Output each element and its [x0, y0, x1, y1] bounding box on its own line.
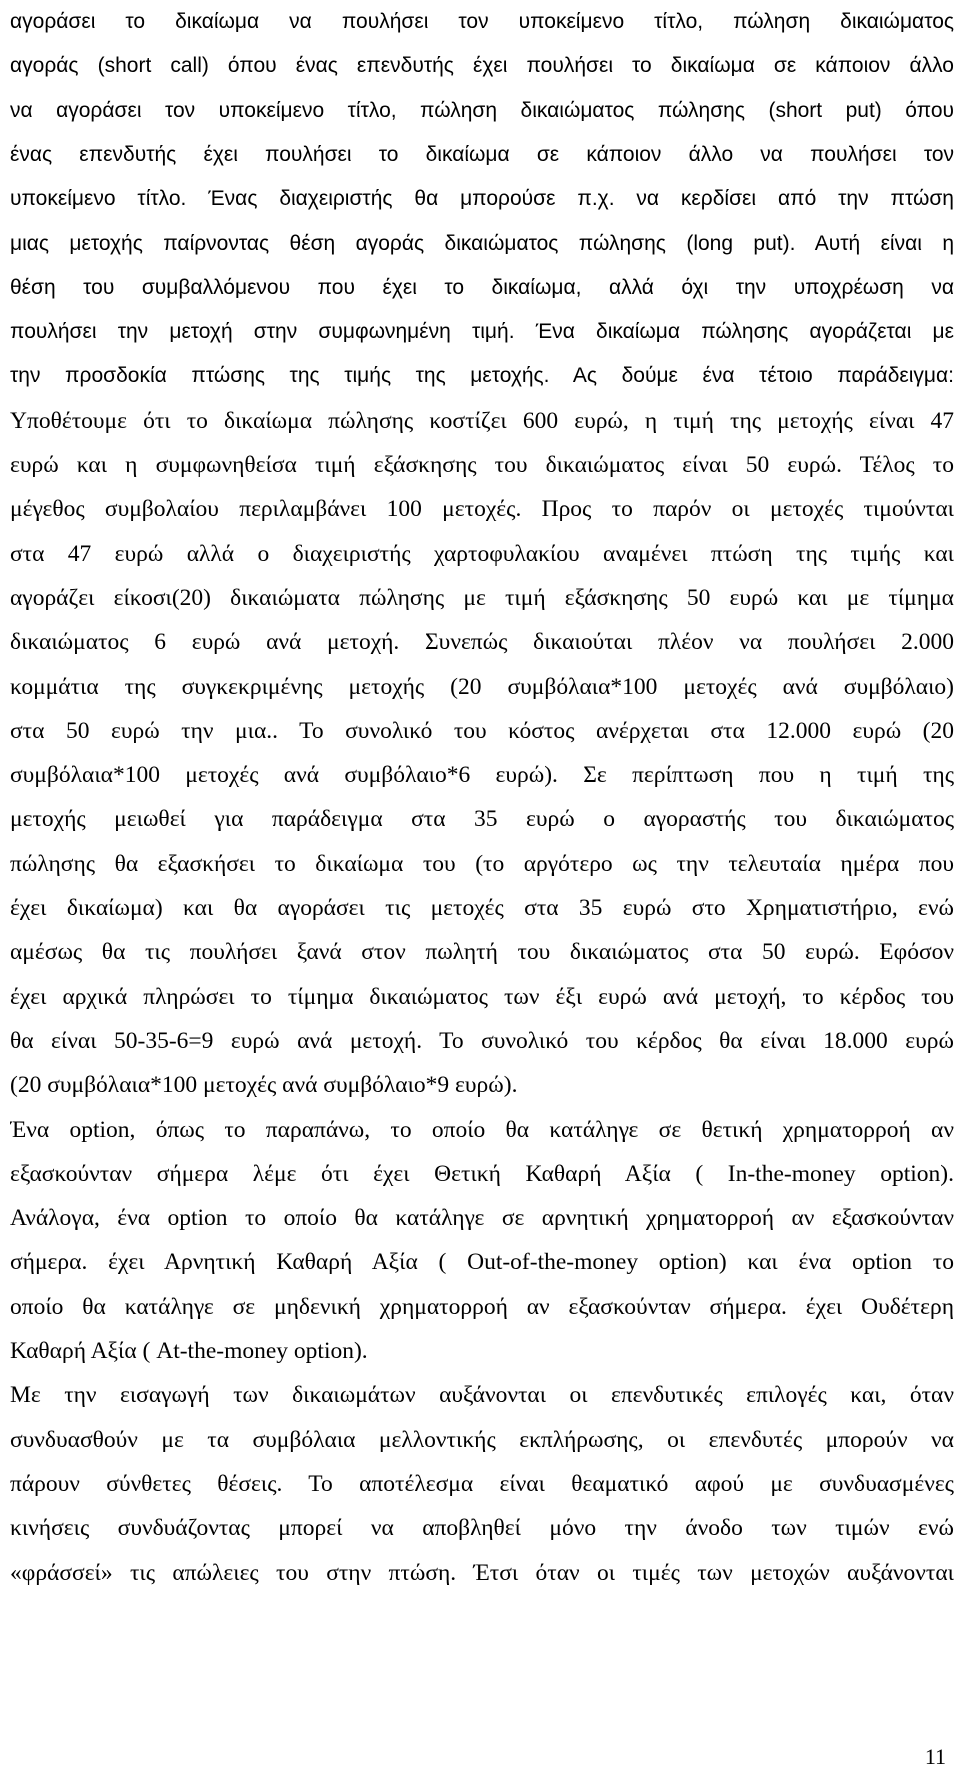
page-number: 11 — [924, 1744, 946, 1769]
text-line: ευρώ και η συμφωνηθείσα τιμή εξάσκησης του δικαιώματος είναι 50 ευρώ. Τέλος το — [10, 452, 954, 478]
text-line: πουλήσει την μετοχή στην συμφωνημένη τιμή. Ένα δικαίωμα πώλησης αγοράζεται με — [10, 320, 954, 344]
text-line: θέση του συμβαλλόμενου που έχει το δικαίωμα, αλλά όχι την υποχρέωση να — [10, 275, 954, 299]
text-line: Ένα option, όπως το παραπάνω, το οποίο θα κατάληγε σε θετική χρηματορροή αν — [10, 1116, 954, 1143]
text-line: κινήσεις συνδυάζοντας μπορεί να αποβληθεί μόνο την άνοδο των τιμών ενώ — [10, 1515, 954, 1542]
text-line: «φράσσεί» τις απώλειες του στην πτώση. Έτσι όταν οι τιμές των μετοχών αυξάνονται — [10, 1559, 954, 1586]
text-line: κομμάτια της συγκεκριμένης μετοχής (20 συμβόλαια*100 μετοχές ανά συμβόλαιο) — [10, 673, 954, 700]
text-line: Με την εισαγωγή των δικαιωμάτων αυξάνονται οι επενδυτικές επιλογές και, όταν — [10, 1382, 954, 1409]
text-line: πώλησης θα εξασκήσει το δικαίωμα του (το αργότερο ως την τελευταία ημέρα που — [10, 850, 954, 877]
text-line: υποκείμενο τίτλο. Ένας διαχειριστής θα μπορούσε π.χ. να κερδίσει από την πτώση — [10, 187, 954, 211]
text-line: αμέσως θα τις πουλήσει ξανά στον πωλητή του δικαιώματος στα 50 ευρώ. Εφόσον — [10, 939, 954, 966]
text-line: αγοράζει είκοσι(20) δικαιώματα πώλησης με τιμή εξάσκησης 50 ευρώ και με τίμημα — [10, 584, 954, 611]
text-line: συμβόλαια*100 μετοχές ανά συμβόλαιο*6 ευρώ). Σε περίπτωση που η τιμή της — [10, 762, 954, 789]
text-line: μετοχής μειωθεί για παράδειγμα στα 35 ευρώ ο αγοραστής του δικαιώματος — [10, 806, 954, 833]
text-line: να αγοράσει τον υποκείμενο τίτλο, πώληση δικαιώματος πώλησης (short put) όπου — [10, 98, 954, 122]
text-line: ένας επενδυτής έχει πουλήσει το δικαίωμα σε κάποιον άλλο να πουλήσει τον — [10, 142, 954, 166]
text-line: στα 47 ευρώ αλλά ο διαχειριστής χαρτοφυλακίου αναμένει πτώση της τιμής και — [10, 540, 954, 567]
text-line: πάρουν σύνθετες θέσεις. Το αποτέλεσμα είναι θεαματικό αφού με συνδυασμένες — [10, 1470, 954, 1497]
text-line: στα 50 ευρώ την μια.. Το συνολικό του κόστος ανέρχεται στα 12.000 ευρώ (20 — [10, 717, 954, 744]
text-line: μέγεθος συμβολαίου περιλαμβάνει 100 μετοχές. Προς το παρόν οι μετοχές τιμούνται — [10, 496, 954, 523]
text-line: θα είναι 50-35-6=9 ευρώ ανά μετοχή. Το συνολικό του κέρδος θα είναι 18.000 ευρώ — [10, 1027, 954, 1054]
text-line: αγοράς (short call) όπου ένας επενδυτής έχει πουλήσει το δικαίωμα σε κάποιον άλλο — [10, 54, 954, 78]
text-line: σήμερα. έχει Αρνητική Καθαρή Αξία ( Out-of-the-money option) και ένα option το — [10, 1249, 954, 1276]
text-line: Υποθέτουμε ότι το δικαίωμα πώλησης κοστίζει 600 ευρώ, η τιμή της μετοχής είναι 47 — [10, 407, 954, 434]
text-line: την προσδοκία πτώσης της τιμής της μετοχής. Ας δούμε ένα τέτοιο παράδειγμα: — [10, 364, 954, 388]
text-line: δικαιώματος 6 ευρώ ανά μετοχή. Συνεπώς δικαιούται πλέον να πουλήσει 2.000 — [10, 629, 954, 656]
text-line: μιας μετοχής παίρνοντας θέση αγοράς δικαιώματος πώλησης (long put). Αυτή είναι η — [10, 231, 954, 255]
text-line: συνδυασθούν με τα συμβόλαια μελλοντικής εκπλήρωσης, οι επενδυτές μπορούν να — [10, 1426, 954, 1453]
text-line: Ανάλογα, ένα option το οποίο θα κατάληγε σε αρνητική χρηματορροή αν εξασκούνταν — [10, 1205, 954, 1232]
text-line: εξασκούνταν σήμερα λέμε ότι έχει Θετική Καθαρή Αξία ( In-the-money option). — [10, 1160, 954, 1187]
text-line: (20 συμβόλαια*100 μετοχές ανά συμβόλαιο*9 ευρώ). — [10, 1072, 518, 1099]
text-line: έχει αρχικά πληρώσει το τίμημα δικαιώματος των έξι ευρώ ανά μετοχή, το κέρδος του — [10, 983, 954, 1010]
text-line: οποίο θα κατάληγε σε μηδενική χρηματορροή αν εξασκούνταν σήμερα. έχει Ουδέτερη — [10, 1293, 954, 1320]
text-line: αγοράσει το δικαίωμα να πουλήσει τον υποκείμενο τίτλο, πώληση δικαιώματος — [10, 10, 954, 33]
text-line: έχει δικαίωμα) και θα αγοράσει τις μετοχές στα 35 ευρώ στο Χρηματιστήριο, ενώ — [10, 895, 954, 921]
text-line: Καθαρή Αξία ( At-the-money option). — [10, 1338, 368, 1364]
